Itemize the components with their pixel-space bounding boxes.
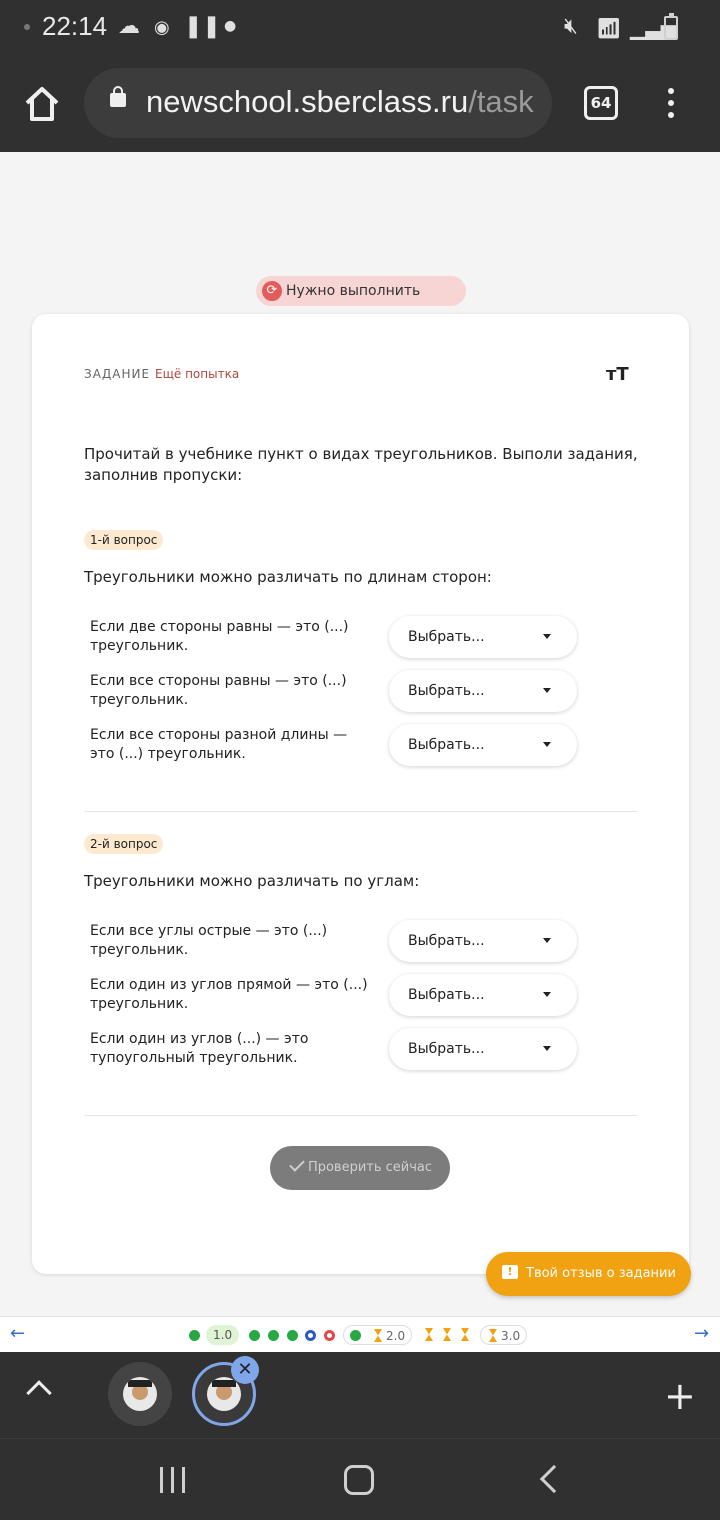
prev-arrow-icon[interactable]: ← [10, 1323, 26, 1344]
status-bar [0, 0, 720, 54]
caret-down-icon [543, 992, 551, 997]
progress-pill-1[interactable]: 1.0 [206, 1325, 239, 1345]
tab-switcher-button[interactable]: 64 [584, 86, 618, 120]
attempt-label: Ещё попытка [155, 367, 240, 381]
progress-dot-done [350, 1330, 361, 1341]
progress-pill-3-label: 3.0 [501, 1329, 521, 1343]
redo-status-badge [256, 276, 466, 306]
question-1-row-2-text: Если все стороны равны — это (...) треугольник. [90, 673, 347, 708]
question-1-row-1-select[interactable] [389, 616, 577, 658]
question-1-row-2-select[interactable] [389, 670, 577, 712]
caret-down-icon [543, 938, 551, 943]
question-1-text: Треугольники можно различать по длинам сторон: [84, 568, 492, 586]
progress-dot-done[interactable] [268, 1330, 279, 1341]
more-notifications-dot-icon: ● [224, 18, 237, 34]
progress-dot-current[interactable] [305, 1330, 316, 1341]
question-2-row-1-select[interactable] [389, 920, 577, 962]
hourglass-icon [489, 1329, 497, 1342]
caret-down-icon [543, 688, 551, 693]
check-now-button[interactable] [270, 1146, 450, 1190]
overflow-menu-icon[interactable] [664, 88, 678, 120]
feedback-icon: ! [502, 1265, 518, 1279]
caret-down-icon [543, 634, 551, 639]
footprints-icon: ❚❚ [184, 14, 221, 39]
question-2-badge: 2-й вопрос [84, 834, 163, 854]
progress-pill-2[interactable] [343, 1325, 412, 1345]
signal-icon: ▁▃▅ [630, 16, 677, 40]
question-1-row-3-select[interactable] [389, 724, 577, 766]
select-value: Выбрать... [408, 629, 485, 645]
chevron-up-icon[interactable] [26, 1380, 51, 1405]
system-back-icon[interactable] [540, 1465, 568, 1493]
progress-pill-2-label: 2.0 [386, 1329, 406, 1343]
question-1-row-1-text: Если две стороны равны — это (...) треугольник. [90, 619, 349, 654]
select-value: Выбрать... [408, 987, 485, 1003]
question-2-row-1-text: Если все углы острые — это (...) треугольник. [90, 923, 328, 958]
caret-down-icon [543, 1046, 551, 1051]
progress-dot-done[interactable] [249, 1330, 260, 1341]
app-notification-icon: ◉ [154, 17, 170, 38]
recent-apps-icon[interactable] [158, 1467, 188, 1493]
hourglass-icon[interactable] [461, 1328, 469, 1341]
progress-pill-3[interactable] [480, 1325, 527, 1345]
status-time: 22:14 [42, 11, 108, 41]
close-tab-icon[interactable]: ✕ [231, 1356, 259, 1384]
progress-dot-done[interactable] [287, 1330, 298, 1341]
system-nav-bar [0, 1438, 720, 1520]
section-divider [84, 811, 637, 812]
select-value: Выбрать... [408, 1041, 485, 1057]
check-now-label: Проверить сейчас [307, 1160, 433, 1175]
question-2-text: Треугольники можно различать по углам: [84, 872, 420, 890]
question-2-row-2-select[interactable] [389, 974, 577, 1016]
next-arrow-icon[interactable]: → [694, 1323, 710, 1344]
url-domain: newschool.sberclass.ru [146, 84, 469, 119]
system-home-icon[interactable] [344, 1465, 374, 1495]
cloud-icon: ☁ [118, 14, 140, 39]
checkmark-icon [289, 1156, 305, 1172]
lock-icon [110, 93, 126, 107]
refresh-icon: ⟳ [262, 281, 282, 301]
question-1-badge: 1-й вопрос [84, 530, 163, 550]
question-2-row-3-select[interactable] [389, 1028, 577, 1070]
hourglass-icon[interactable] [425, 1328, 433, 1341]
battery-icon [664, 16, 678, 40]
wifi-icon: 📶︎ [596, 16, 622, 40]
url-text [146, 84, 534, 120]
mute-icon: 🔇︎ [564, 14, 578, 39]
student-avatar-icon [207, 1377, 241, 1411]
select-value: Выбрать... [408, 683, 485, 699]
progress-dot-retry[interactable] [324, 1330, 335, 1341]
student-avatar-icon [123, 1377, 157, 1411]
font-size-icon[interactable]: тТ [606, 364, 629, 385]
notification-dot-icon [24, 24, 30, 30]
url-path: /task [468, 84, 534, 119]
feedback-label: Твой отзыв о задании [526, 1266, 676, 1281]
caret-down-icon [543, 742, 551, 747]
task-label: ЗАДАНИЕ [84, 367, 151, 381]
redo-status-text: Нужно выполнить [286, 283, 421, 299]
question-2-row-2-text: Если один из углов прямой — это (...) треугольник. [90, 977, 368, 1012]
home-icon[interactable] [22, 84, 62, 124]
question-1-row-3-text: Если все стороны разной длины — это (...) треугольник. [90, 727, 348, 762]
feedback-button[interactable] [486, 1252, 691, 1296]
select-value: Выбрать... [408, 933, 485, 949]
page-content [0, 152, 720, 1316]
task-intro: Прочитай в учебнике пункт о видах треугольников. Выполи задания, заполнив пропуски: [84, 445, 638, 484]
browser-toolbar [0, 54, 720, 152]
address-bar[interactable] [84, 68, 552, 138]
section-divider [84, 1115, 637, 1116]
progress-dot-done[interactable] [189, 1330, 200, 1341]
tab-chip[interactable] [108, 1362, 172, 1426]
new-tab-plus-icon[interactable]: + [664, 1374, 696, 1418]
select-value: Выбрать... [408, 737, 485, 753]
task-card [32, 314, 689, 1274]
browser-tab-bar [0, 1352, 720, 1438]
question-2-row-3-text: Если один из углов (...) — это тупоугольный треугольник. [90, 1031, 309, 1066]
progress-strip [0, 1316, 720, 1352]
hourglass-icon[interactable] [443, 1328, 451, 1341]
